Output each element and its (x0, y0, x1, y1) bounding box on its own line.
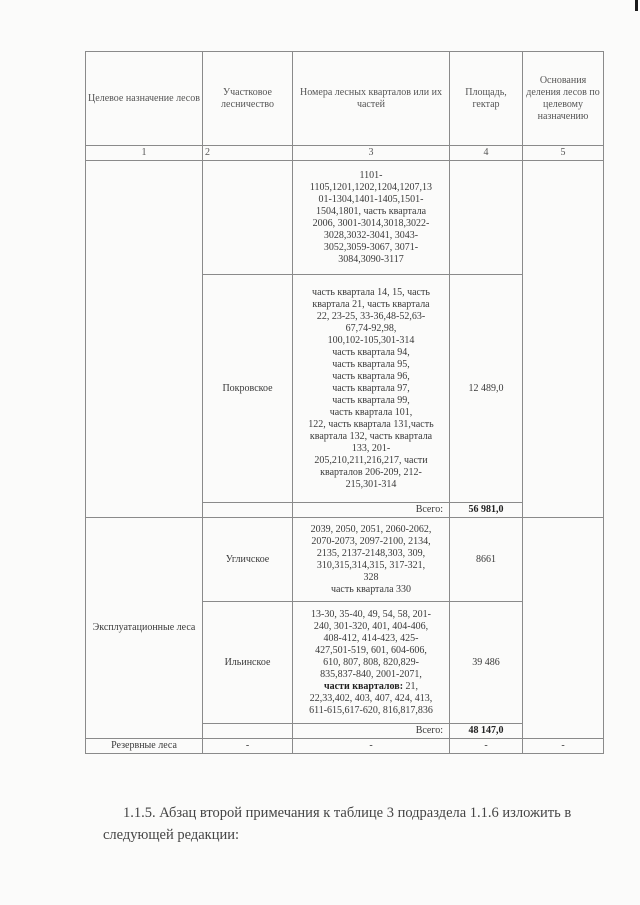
quarters-cell: 1101- 1105,1201,1202,1204,1207,13 01-1304,1401-1405,1501- 1504,1801, часть квартала 2006, 3001-3014,3018,3022- 3028,3032-3041, 3043- 3052,3059-3067, 3071- 3084,3090-3117 (293, 161, 450, 275)
district-cell: Покровское (203, 275, 293, 503)
area-cell (450, 161, 523, 275)
total-empty-cell (203, 724, 293, 739)
scan-corner-mark (635, 0, 638, 11)
total-empty-cell (203, 503, 293, 518)
table-row (86, 518, 604, 602)
total-label: Всего: (293, 724, 450, 739)
column-number: 5 (523, 146, 604, 161)
district-cell: - (203, 739, 293, 754)
header-purpose: Целевое назначение лесов (86, 52, 203, 146)
basis-cell (523, 161, 604, 518)
forest-table (85, 51, 604, 754)
column-number: 2 (203, 146, 293, 161)
table-header-row (86, 52, 604, 146)
header-district: Участковое лесничество (203, 52, 293, 146)
total-value: 56 981,0 (450, 503, 523, 518)
column-number: 3 (293, 146, 450, 161)
district-cell (203, 161, 293, 275)
area-cell: 8661 (450, 518, 523, 602)
quarters-text: 13-30, 35-40, 49, 54, 58, 201- 240, 301-320, 401, 404-406, 408-412, 414-423, 425- 427,501-519, 601, 604-606, 610, 807, 808, 820,829- 835,837-840, 2001-2071, (311, 608, 431, 680)
quarters-cell: часть квартала 14, 15, часть квартала 21, часть квартала 22, 23-25, 33-36,48-52,63- 67,74-92,98, 100,102-105,301-314 часть квартала 94, часть квартала 95, часть квартала 96, часть квартала 97, часть квартала 99, часть квартала 101, 122, часть квартала 131,часть квартала 132, часть квартала 133, 201- 205,210,211,216,217, части кварталов 206-209, 212- 215,301-314 (293, 275, 450, 503)
basis-cell (523, 518, 604, 739)
amendment-paragraph: 1.1.5. Абзац второй примечания к таблице 3 подраздела 1.1.6 изложить в следующей редакции: (103, 804, 572, 843)
district-cell: Ильинское (203, 602, 293, 724)
basis-cell: - (523, 739, 604, 754)
total-value: 48 147,0 (450, 724, 523, 739)
column-number: 4 (450, 146, 523, 161)
header-area: Площадь, гектар (450, 52, 523, 146)
table-row (86, 739, 604, 754)
purpose-cell-reserve: Резервные леса (86, 739, 203, 754)
district-cell: Угличское (203, 518, 293, 602)
purpose-cell-protective (86, 161, 203, 518)
quarters-cell (293, 602, 450, 724)
area-cell: 12 489,0 (450, 275, 523, 503)
total-label: Всего: (293, 503, 450, 518)
column-number: 1 (86, 146, 203, 161)
area-cell: - (450, 739, 523, 754)
column-number-row (86, 146, 604, 161)
quarters-cell: - (293, 739, 450, 754)
header-quarters: Номера лесных кварталов или их частей (293, 52, 450, 146)
quarters-parts-label: части кварталов: (323, 680, 404, 692)
purpose-cell-exploitation: Эксплуатационные леса (86, 518, 203, 739)
header-basis: Основания деления лесов по целевому назначению (523, 52, 604, 146)
area-cell: 39 486 (450, 602, 523, 724)
table-row (86, 161, 604, 275)
quarters-parts-text: 21, 22,33,402, 403, 407, 424, 413, 611-615,617-620, 816,817,836 (309, 680, 433, 716)
quarters-cell: 2039, 2050, 2051, 2060-2062, 2070-2073, 2097-2100, 2134, 2135, 2137-2148,303, 309, 310,315,314,315, 317-321, 328 часть квартала 330 (293, 518, 450, 602)
